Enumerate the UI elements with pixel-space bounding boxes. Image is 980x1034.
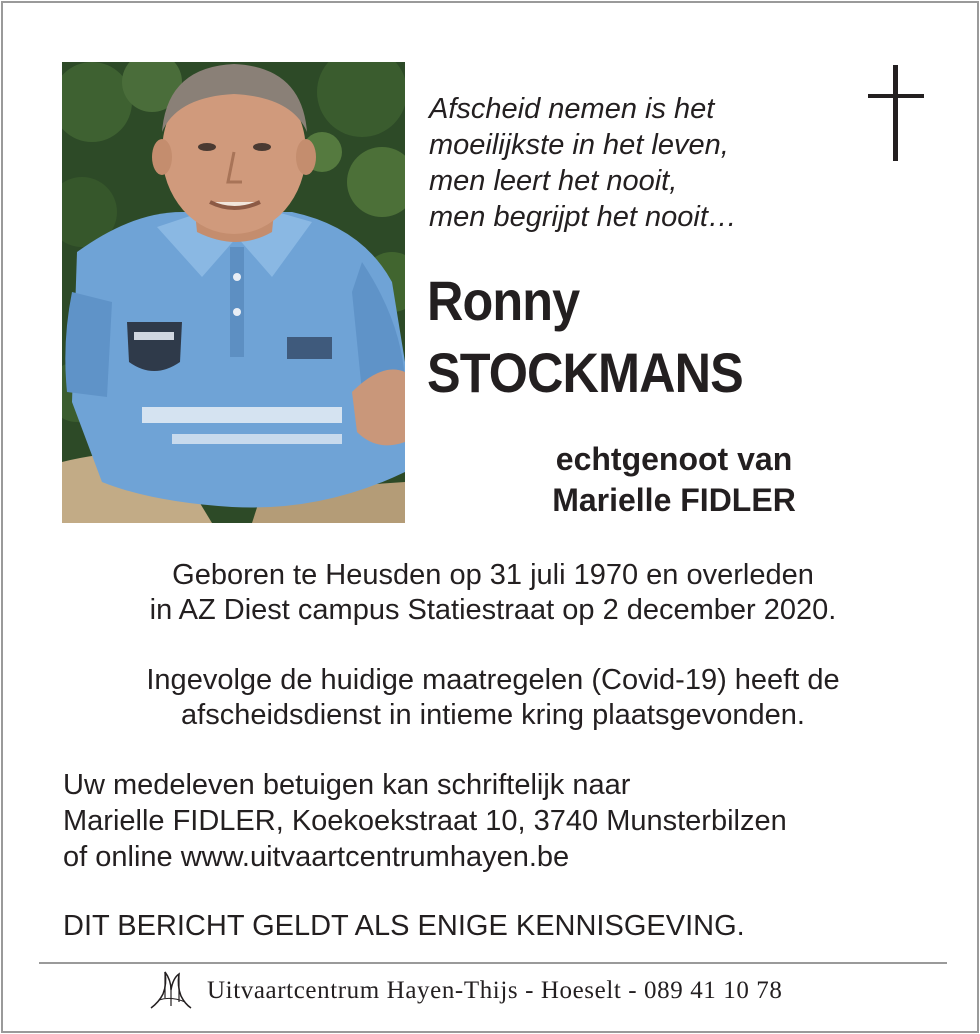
last-name: STOCKMANS — [427, 341, 743, 404]
poem-line: Afscheid nemen is het — [429, 93, 715, 125]
spouse-block — [473, 439, 875, 521]
text-line: of online www.uitvaartcentrumhayen.be — [63, 841, 570, 873]
covid-notice — [63, 663, 923, 733]
deceased-name — [427, 265, 841, 409]
text-line: afscheidsdienst in intieme kring plaatsgevonden. — [181, 699, 805, 731]
cross-icon — [868, 65, 926, 168]
spouse-relation: echtgenoot van — [555, 441, 793, 477]
first-name: Ronny — [427, 269, 580, 332]
text-line: Geboren te Heusden op 31 juli 1970 en overleden — [172, 559, 814, 591]
official-notice — [63, 908, 943, 944]
poem-line: moeilijkste in het leven, — [429, 129, 729, 161]
poem-line: men leert het nooit, — [429, 165, 678, 197]
footer — [149, 969, 783, 1013]
funeral-home-logo-icon — [149, 968, 193, 1015]
portrait-photo — [62, 62, 405, 523]
notice-text: DIT BERICHT GELDT ALS ENIGE KENNISGEVING. — [63, 910, 745, 942]
poem — [429, 91, 849, 235]
text-line: Marielle FIDLER, Koekoekstraat 10, 3740 Munsterbilzen — [63, 805, 787, 837]
spouse-name: Marielle FIDLER — [552, 482, 796, 518]
condolences-text — [63, 767, 943, 875]
text-line: in AZ Diest campus Statiestraat op 2 december 2020. — [149, 594, 837, 626]
birth-death-text — [63, 558, 923, 628]
poem-line: men begrijpt het nooit… — [429, 201, 737, 233]
footer-divider — [39, 962, 947, 964]
footer-text: Uitvaartcentrum Hayen-Thijs - Hoeselt - 089 41 10 78 — [207, 977, 783, 1004]
text-line: Ingevolge de huidige maatregelen (Covid-19) heeft de — [146, 664, 840, 696]
text-line: Uw medeleven betuigen kan schriftelijk naar — [63, 769, 631, 801]
obituary-card — [1, 1, 979, 1033]
